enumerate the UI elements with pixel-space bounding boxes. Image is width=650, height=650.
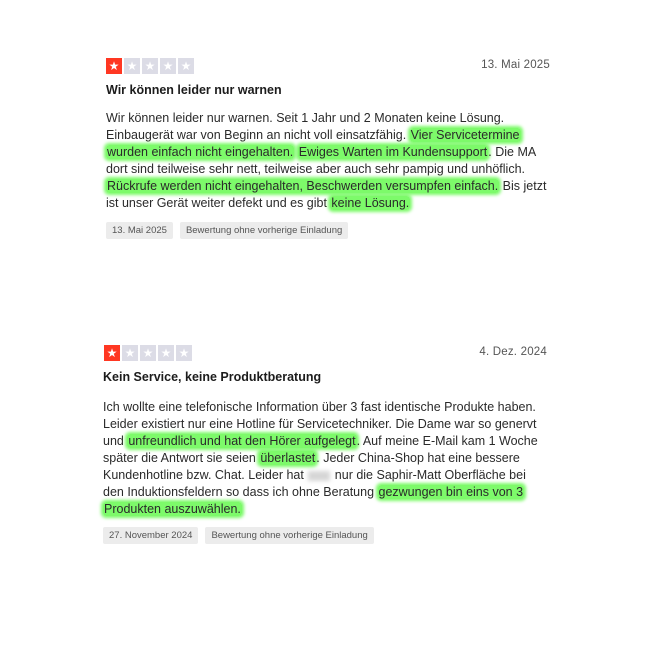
highlighted-text: unfreundlich und hat den Hörer aufgelegt <box>128 434 356 448</box>
review-text-line <box>103 484 548 501</box>
highlighted-text: Rückrufe werden nicht eingehalten, Beschwerden versumpfen einfach. <box>107 179 499 193</box>
star-icon: ★ <box>176 345 192 361</box>
review-text-line <box>103 416 548 433</box>
star-icon: ★ <box>122 345 138 361</box>
review-date: 4. Dez. 2024 <box>479 346 547 358</box>
review-text-line <box>103 450 548 467</box>
highlighted-text: Vier Servicetermine <box>410 128 520 142</box>
text-segment: Kundenhotline bzw. Chat. Leider hat <box>103 468 308 482</box>
review-date: 13. Mai 2025 <box>481 59 550 71</box>
highlighted-text: keine Lösung. <box>331 196 410 210</box>
star-icon: ★ <box>160 58 176 74</box>
review-text-line <box>106 144 556 161</box>
experience-date-tag: 13. Mai 2025 <box>106 222 173 239</box>
review-body <box>103 399 548 518</box>
text-segment: Ich wollte eine telefonische Information über 3 fast identische Produkte haben. <box>103 400 536 414</box>
star-icon: ★ <box>178 58 194 74</box>
experience-date-tag: 27. November 2024 <box>103 527 198 544</box>
text-segment: . Die MA <box>488 145 537 159</box>
text-segment: . Auf meine E-Mail kam 1 Woche <box>356 434 538 448</box>
review-card <box>0 345 650 541</box>
redacted-brand <box>308 471 330 481</box>
review-card <box>0 58 650 236</box>
review-header <box>0 345 650 363</box>
star-icon: ★ <box>104 345 120 361</box>
highlighted-text: Ewiges Warten im Kundensupport <box>298 145 488 159</box>
review-text-line <box>103 399 548 416</box>
review-text-line <box>106 127 556 144</box>
review-text-line <box>106 195 556 212</box>
star-icon: ★ <box>142 58 158 74</box>
review-text-line <box>106 110 556 127</box>
text-segment: . Jeder China-Shop hat eine bessere <box>316 451 520 465</box>
star-icon: ★ <box>140 345 156 361</box>
review-body <box>106 110 556 212</box>
star-rating <box>106 58 194 74</box>
text-segment: nur die Saphir-Matt Oberfläche bei <box>331 468 526 482</box>
review-tags <box>103 527 374 544</box>
text-segment: Wir können leider nur warnen. Seit 1 Jahr und 2 Monaten keine Lösung. <box>106 111 505 125</box>
star-icon: ★ <box>158 345 174 361</box>
star-icon: ★ <box>124 58 140 74</box>
review-text-line <box>103 467 548 484</box>
text-segment: Einbaugerät war von Beginn an nicht voll einsatzfähig. <box>106 128 410 142</box>
text-segment: Bis jetzt <box>499 179 547 193</box>
text-segment: den Induktionsfeldern so dass ich ohne Beratung <box>103 485 378 499</box>
review-text-line <box>103 501 548 518</box>
star-rating <box>104 345 192 361</box>
highlighted-text: überlastet <box>260 451 316 465</box>
review-text-line <box>106 178 556 195</box>
text-segment: und <box>103 434 128 448</box>
star-icon: ★ <box>106 58 122 74</box>
invitation-tag: Bewertung ohne vorherige Einladung <box>180 222 348 239</box>
review-text-line <box>103 433 548 450</box>
text-segment: ist unser Gerät weiter defekt und es gibt <box>106 196 331 210</box>
review-title: Kein Service, keine Produktberatung <box>103 370 322 384</box>
review-header <box>0 58 650 76</box>
text-segment: später die Antwort sie seien <box>103 451 260 465</box>
review-title: Wir können leider nur warnen <box>106 83 282 97</box>
text-segment: dort sind teilweise sehr nett, teilweise aber auch sehr pampig und unhöflich. <box>106 162 525 176</box>
highlighted-text: gezwungen bin eins von 3 <box>378 485 524 499</box>
highlighted-text: Produkten auszuwählen. <box>104 502 241 516</box>
text-segment: Leider existiert nur eine Hotline für Servicetechniker. Die Dame war so genervt <box>103 417 537 431</box>
review-text-line <box>106 161 556 178</box>
invitation-tag: Bewertung ohne vorherige Einladung <box>205 527 373 544</box>
highlighted-text: wurden einfach nicht eingehalten. <box>107 145 294 159</box>
review-tags <box>106 222 348 239</box>
